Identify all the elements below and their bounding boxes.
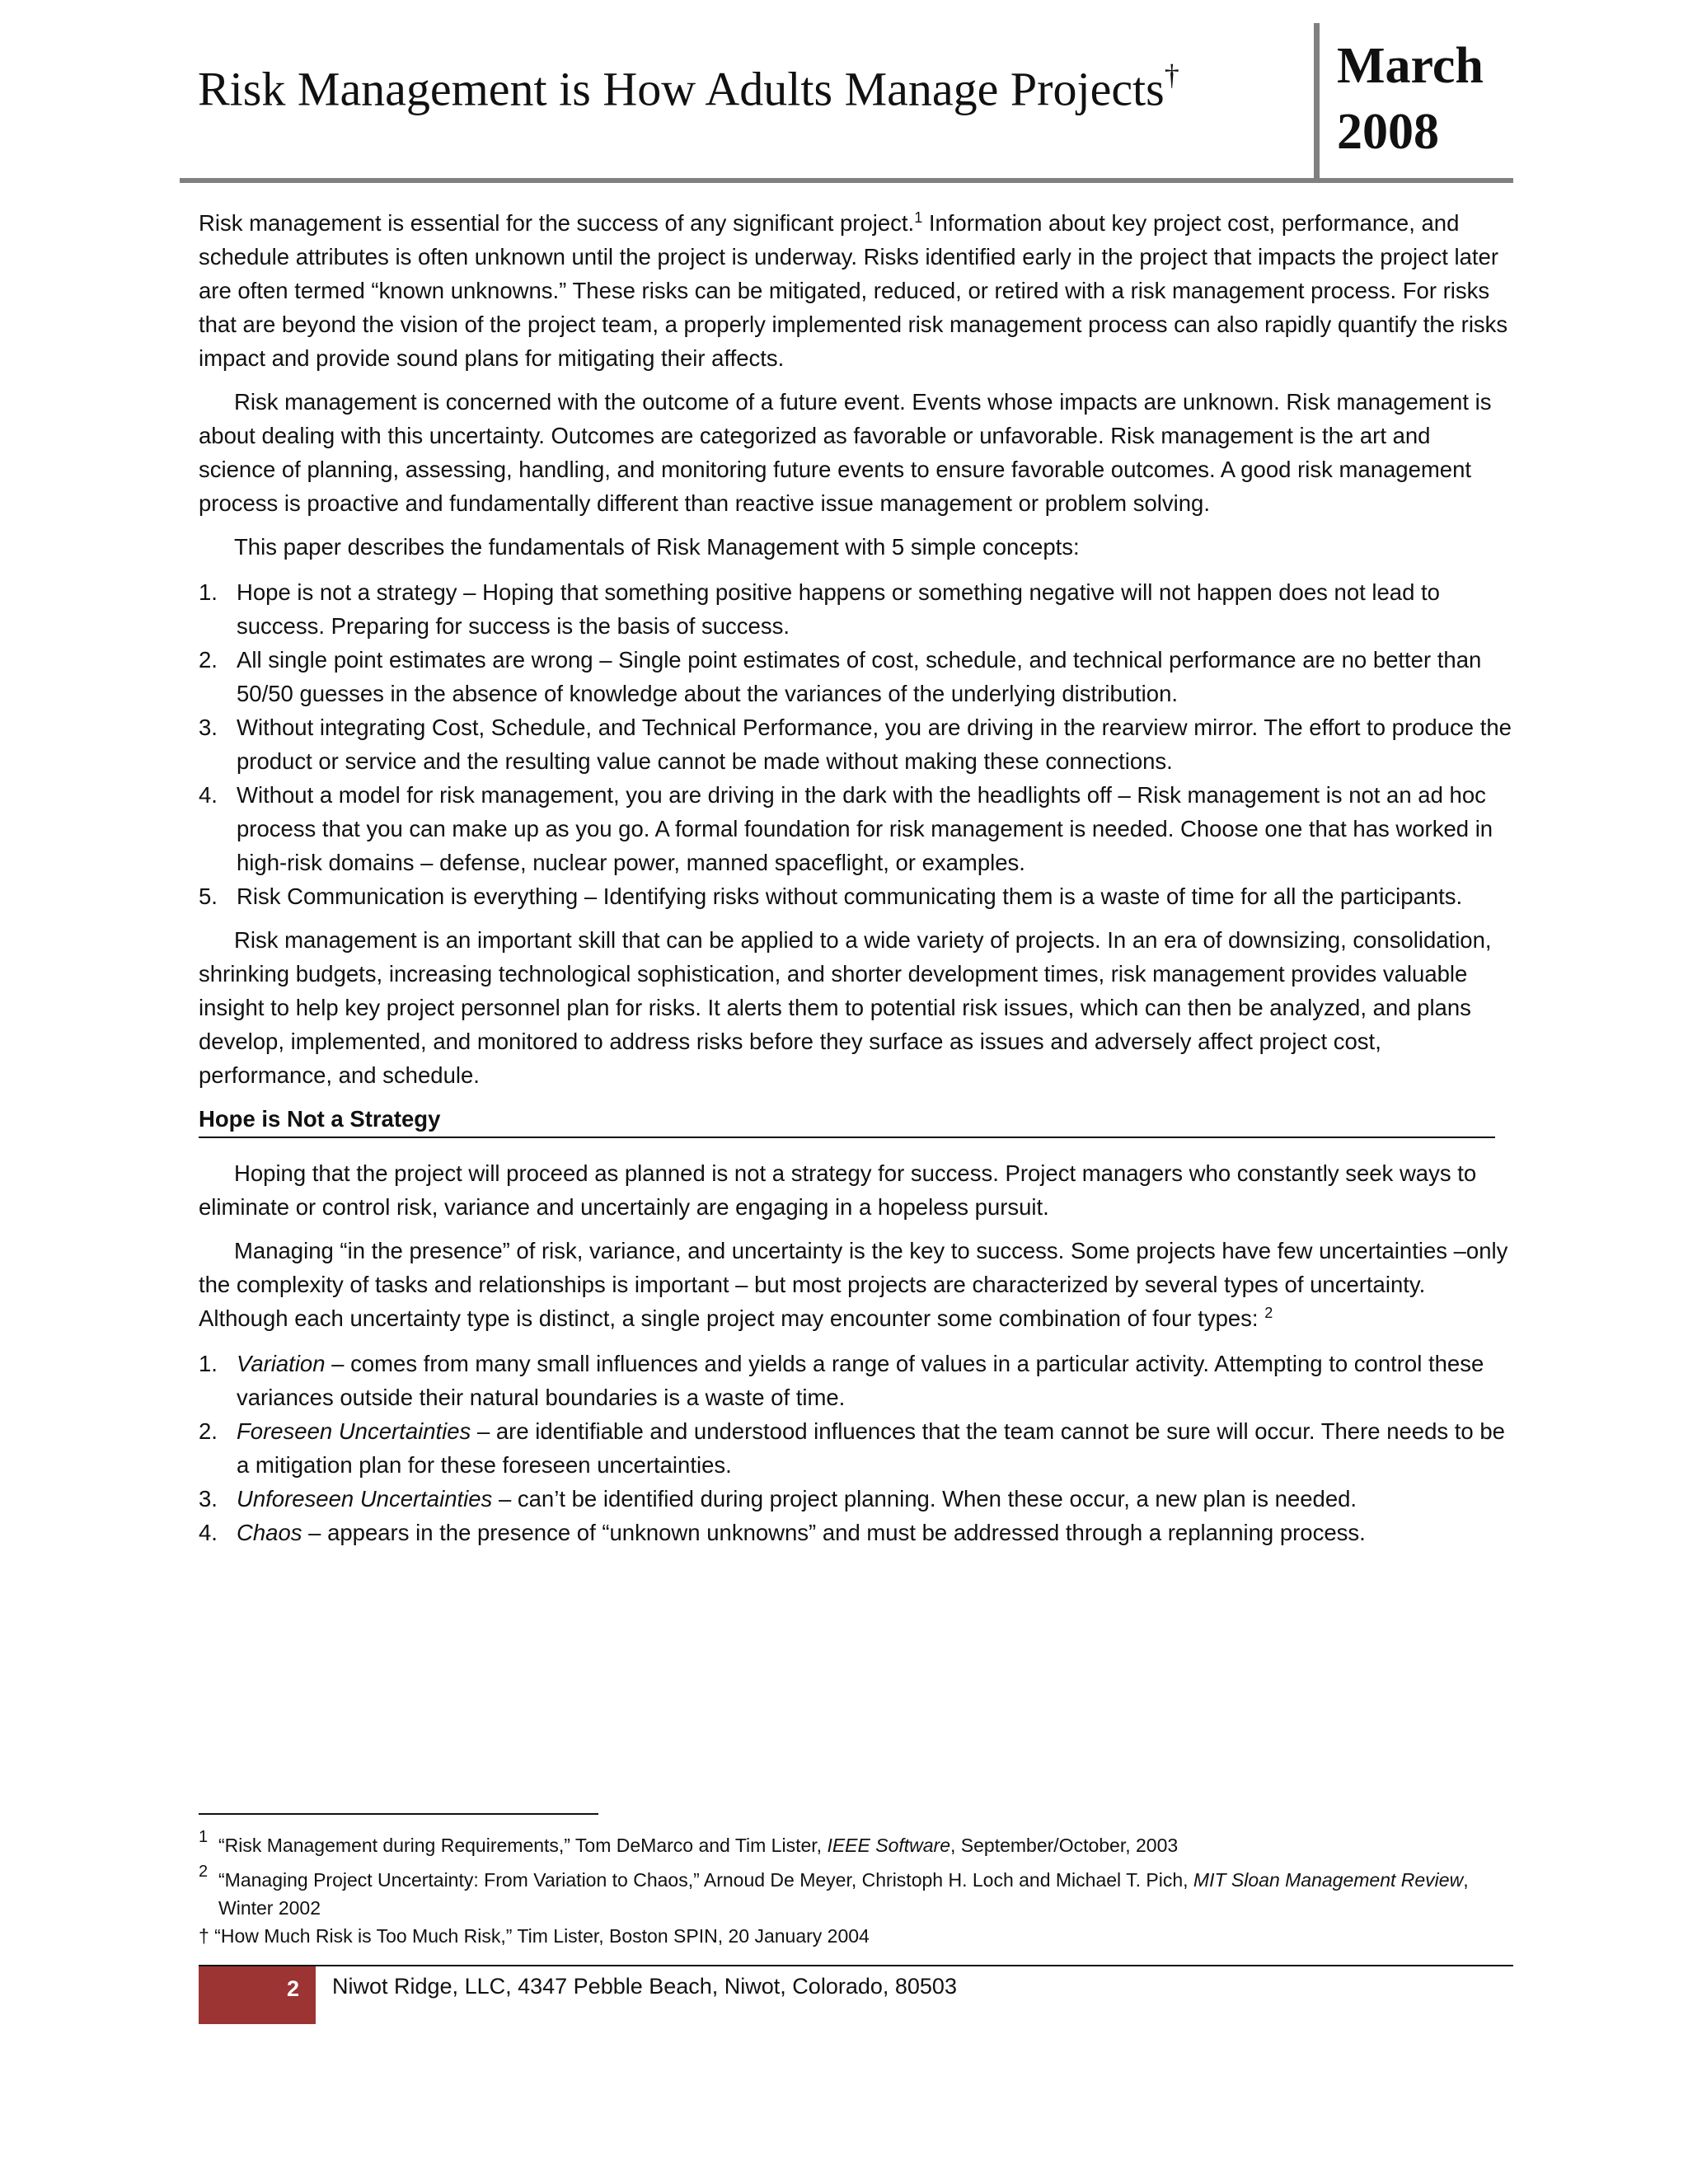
footer-divider [199, 1965, 1513, 1966]
concepts-list [199, 575, 1513, 913]
paragraph-intro: Risk management is essential for the success of any significant project.$^1$ Information about key project cost, performance, and schedule attributes is often unknown until the project is underway. Risks identified early in the project that impacts the project later are often termed “known unknowns.” These risks can be mitigated, reduced, or retired with a risk management process. For risks that are beyond the vision of the project team, a properly implemented risk management process can also rapidly quantify the risks impact and provide sound plans for mitigating their affects. [199, 209, 1508, 371]
paragraph-importance: Risk management is an important skill that can be applied to a wide variety of projects. In an era of downsizing, consolidation, shrinking budgets, increasing technological sophistication, and shorter development times, risk management provides valuable insight to help key project personnel plan for risks. It alerts them to potential risk issues, which can then be analyzed, and plans develop, implemented, and monitored to address risks before they surface as issues and adversely affect project cost, performance, and schedule. [199, 927, 1492, 1088]
footnote-dagger: † “How Much Risk is Too Much Risk,” Tim Lister, Boston SPIN, 20 January 2004 [199, 1925, 870, 1947]
document-date [1337, 33, 1484, 165]
list-item: 4. Without a model for risk management, you are driving in the dark with the headlights off – Risk management is not an ad hoc process that you can make up as you go. A formal foundation for risk management is needed. Choose one that has worked in high-risk domains – defense, nuclear power, manned spaceflight, or examples. [199, 782, 1493, 875]
header-divider-vertical [1314, 23, 1320, 178]
paragraph-hope: Hoping that the project will proceed as planned is not a strategy for success. Project managers who constantly seek ways to eliminate or control risk, variance and uncertainly are engaging in a hopeless pursuit. [199, 1160, 1477, 1220]
date-year: 2008 [1337, 104, 1439, 160]
date-month: March [1337, 38, 1484, 94]
uncertainty-types-list [199, 1347, 1513, 1549]
document-title: Risk Management is How Adults Manage Projects† [198, 59, 1179, 116]
list-item: 3. Without integrating Cost, Schedule, and Technical Performance, you are driving in the rearview mirror. The effort to produce the product or service and the resulting value cannot be made without making these connections. [199, 715, 1512, 774]
list-item: 4. Chaos – appears in the presence of “unknown unknowns” and must be addressed through a replanning process. [199, 1520, 1366, 1545]
footnote-separator [199, 1813, 598, 1815]
footnotes [199, 1828, 1513, 1950]
list-item: 2. Foreseen Uncertainties – are identifiable and understood influences that the team cannot be sure will occur. There needs to be a mitigation plan for these foreseen uncertainties. [199, 1418, 1505, 1478]
section-heading: Hope is Not a Strategy [199, 1102, 1495, 1138]
list-item: 1. Hope is not a strategy – Hoping that something positive happens or something negative will not happen does not lead to success. Preparing for success is the basis of success. [199, 579, 1440, 639]
title-dagger-mark: † [1164, 59, 1179, 91]
footnote-1: 1 “Risk Management during Requirements,” Tom DeMarco and Tim Lister, IEEE Software, September/October, 2003 [199, 1828, 1179, 1856]
document-body [199, 206, 1513, 1559]
list-item: 3. Unforeseen Uncertainties – can’t be identified during project planning. When these occur, a new plan is needed. [199, 1486, 1357, 1511]
footnote-ref-2[interactable]: 2 [1264, 1304, 1273, 1321]
list-item: 5. Risk Communication is everything – Identifying risks without communicating them is a waste of time for all the participants. [199, 883, 1463, 909]
header-divider-horizontal [180, 178, 1513, 183]
page-number-badge: 2 [199, 1966, 316, 2024]
paragraph-managing: Managing “in the presence” of risk, variance, and uncertainty is the key to success. Some projects have few uncertainties –only the complexity of tasks and relationships is important – but most projects are characterized by several types of uncertainty. Although each uncertainty type is distinct, a single project may encounter some combination of four types: $^2$ [199, 1238, 1508, 1331]
paragraph-uncertainty: Risk management is concerned with the outcome of a future event. Events whose impacts are unknown. Risk management is about dealing with this uncertainty. Outcomes are categorized as favorable or unfavorable. Risk management is the art and science of planning, assessing, handling, and monitoring future events to ensure favorable outcomes. A good risk management process is proactive and fundamentally different than reactive issue management or problem solving. [199, 389, 1492, 516]
list-item: 1. Variation – comes from many small influences and yields a range of values in a particular activity. Attempting to control these variances outside their natural boundaries is a waste of time. [199, 1351, 1484, 1410]
list-item: 2. All single point estimates are wrong – Single point estimates of cost, schedule, and technical performance are no better than 50/50 guesses in the absence of knowledge about the variances of the underlying distribution. [199, 647, 1482, 706]
footer-address: Niwot Ridge, LLC, 4347 Pebble Beach, Niwot, Colorado, 80503 [332, 1974, 957, 1999]
paragraph-concepts-intro: This paper describes the fundamentals of Risk Management with 5 simple concepts: [234, 534, 1080, 560]
footnote-2: 2 “Managing Project Uncertainty: From Variation to Chaos,” Arnoud De Meyer, Christoph H. Loch and Michael T. Pich, MIT Sloan Management Review, Winter 2002 [199, 1863, 1469, 1919]
footnote-ref-1[interactable]: 1 [914, 209, 923, 226]
